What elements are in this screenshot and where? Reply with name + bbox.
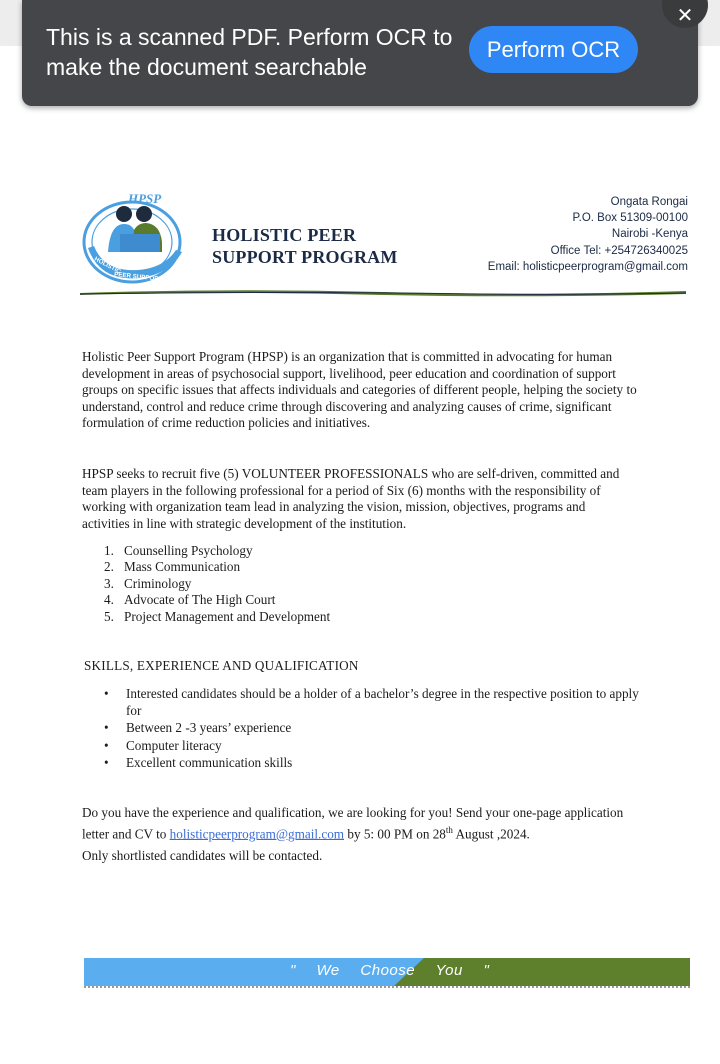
recruit-paragraph: HPSP seeks to recruit five (5) VOLUNTEER PROFESSIONALS who are self-driven, committed and team players in the following professional for a period of Six (6) months with the responsibility of working with organization team lead in analyzing the vision, mission, objectives, programs and activities in line with strategic development of the institution. [82, 466, 620, 531]
list-item: 2. Mass Communication [104, 559, 241, 575]
intro-paragraph: Holistic Peer Support Program (HPSP) is an organization that is committed in advocating for human development in areas of psychosocial support, livelihood, peer education and coordination of support groups on specific issues that affects individuals and categories of different people, helping the society to understand, control and reduce crime through discovering and analyzing causes of crime, significant formulation of crime reduction policies and initiatives. [82, 349, 637, 430]
address-line: Office Tel: +254726340025 [550, 244, 688, 257]
close-icon: ✕ [676, 3, 694, 27]
professions-list [104, 543, 330, 625]
address-line: Email: holisticpeerprogram@gmail.com [487, 260, 688, 273]
org-name [212, 224, 398, 268]
list-item: • Between 2 -3 years’ experience [104, 720, 292, 736]
org-name-line1: HOLISTIC PEER [212, 225, 357, 245]
org-address [488, 194, 688, 275]
letterhead-rule [80, 288, 686, 298]
list-item: • Excellent communication skills [104, 754, 293, 770]
ocr-message: This is a scanned PDF. Perform OCR to make the document searchable [46, 24, 453, 80]
list-item: 4. Advocate of The High Court [104, 592, 276, 608]
hpsp-logo [80, 190, 202, 290]
address-line: Nairobi -Kenya [611, 228, 688, 241]
apply-paragraph: Do you have the experience and qualification, we are looking for you! Send your one-page application letter and CV to holisticpeerprogram@gmail.com by 5: 00 PM on 28th August ,2024. [82, 805, 624, 841]
footer-slogan: " We Choose You " [290, 962, 490, 979]
shortlist-note: Only shortlisted candidates will be contacted. [82, 848, 323, 863]
skills-list [104, 685, 644, 771]
logo-hpsp-text: HPSP [128, 191, 162, 206]
address-line: Ongata Rongai [610, 196, 688, 208]
skills-heading: SKILLS, EXPERIENCE AND QUALIFICATION [84, 658, 359, 673]
list-item: 3. Criminology [104, 575, 192, 591]
pdf-page [0, 106, 720, 1064]
svg-text:HOLISTIC: HOLISTIC [93, 255, 122, 276]
email-link[interactable]: holisticpeerprogram@gmail.com [169, 825, 345, 841]
list-item: 5. Project Management and Development [104, 608, 331, 624]
perform-ocr-button[interactable]: Perform OCR [469, 26, 638, 73]
list-item: • Computer literacy [104, 737, 222, 753]
address-line: P.O. Box 51309-00100 [572, 212, 688, 225]
org-name-line2: SUPPORT PROGRAM [212, 247, 398, 267]
list-item: 1. Counselling Psychology [104, 543, 253, 558]
svg-text:PEER SUPPORT PROGRAM: PEER SUPPORT PROGRAM [113, 271, 197, 287]
list-item: • Interested candidates should be a holder of a bachelor’s degree in the respective position to apply for [104, 686, 639, 719]
ocr-banner [22, 0, 698, 106]
